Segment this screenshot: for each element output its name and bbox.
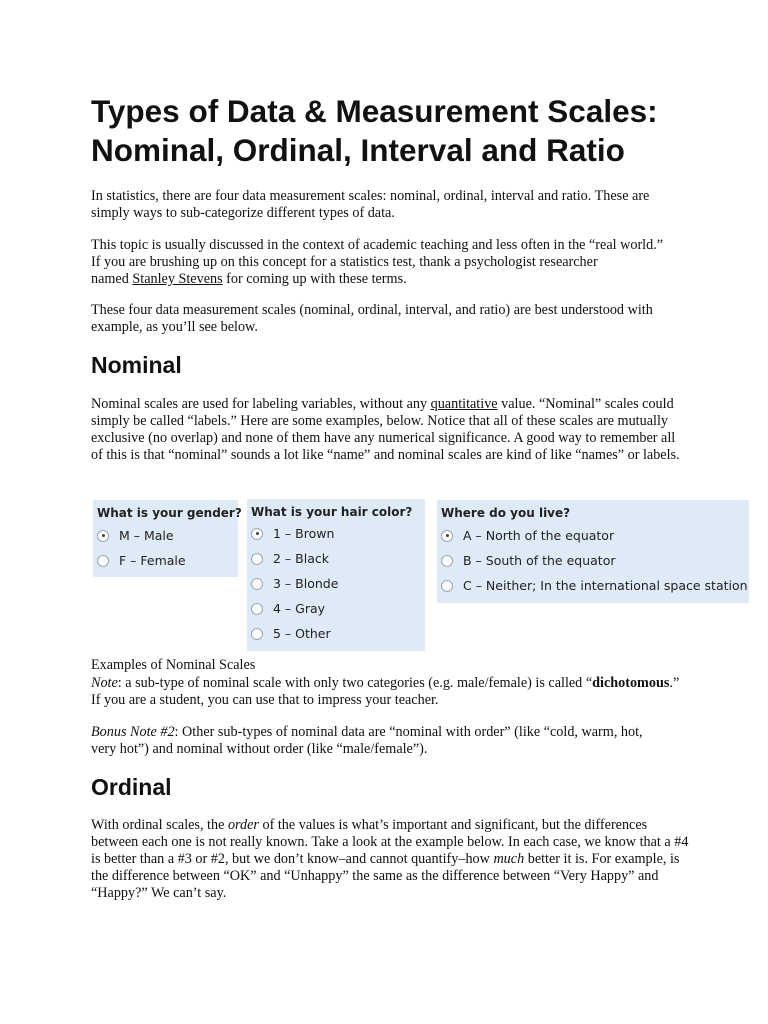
gender-option[interactable] [97,528,174,543]
heading-ordinal: Ordinal [91,774,172,800]
nominal-p-after: value. “Nominal” scales could simply be called “labels.” Here are some examples, below. Notice that all of these scales are mutually exclusive (no overlap) and none of them have any numerical significance. A good way to remember all of this is that “nominal” sounds a lot like “name” and nominal scales are kind of like “names” or labels. [91,396,680,463]
where-live-example [437,500,749,603]
nominal-examples-caption: Examples of Nominal Scales [91,657,256,673]
radio-selected-icon[interactable] [441,530,453,542]
radio-icon[interactable] [251,578,263,590]
hair-option-label: 4 – Gray [273,601,326,616]
note-paragraph [91,675,681,709]
intro-paragraph-2 [91,237,691,288]
ordinal-much: much [493,851,525,867]
ordinal-paragraph [91,817,691,902]
hair-option-label: 3 – Blonde [273,576,339,591]
hair-option[interactable] [251,601,325,616]
radio-icon[interactable] [441,555,453,567]
intro-p2-line1: This topic is usually discussed in the context of academic teaching and less often in the “real world.” [91,237,664,253]
gender-example [93,500,242,577]
radio-icon[interactable] [251,553,263,565]
note-dichotomous: dichotomous [592,675,670,691]
live-option-label: C – Neither; In the international space station [463,578,748,593]
ordinal-p3: better it is. For example, is the difference between “OK” and “Unhappy” the same as the difference between “Very Happy” and “Happy?” We can’t say. [91,851,680,901]
ordinal-p2: of the values is what’s important and significant, but the differences between each one is not really known. Take a look at the example below. In each case, we know that a #4 is better than a #3 or #2, but we don’t know–and cannot quantify–how [91,817,689,867]
note-before: : a sub-type of nominal scale with only two categories (e.g. male/female) is called “ [117,675,593,691]
gender-question: What is your gender? [97,506,242,520]
hair-question: What is your hair color? [251,505,413,519]
gender-option[interactable] [97,553,186,568]
live-option-label: B – South of the equator [463,553,616,568]
ordinal-p1: With ordinal scales, the [91,817,228,833]
hair-option[interactable] [251,626,331,641]
live-option[interactable] [441,578,748,593]
bonus-note-label: Bonus Note #2 [91,724,175,740]
gender-option-label: F – Female [119,553,186,568]
radio-icon[interactable] [97,555,109,567]
ordinal-order: order [227,817,259,833]
radio-selected-icon[interactable] [97,530,109,542]
quantitative-link[interactable]: quantitative [430,396,498,412]
page-title: Types of Data & Measurement Scales: Nominal, Ordinal, Interval and Ratio [91,93,658,168]
intro-paragraph-1: In statistics, there are four data measurement scales: nominal, ordinal, interval and ratio. These are simply ways to sub-categorize different types of data. [91,188,650,221]
bonus-note-paragraph [91,724,666,758]
intro-paragraph-3: These four data measurement scales (nominal, ordinal, interval, and ratio) are best understood with example, as you’ll see below. [91,302,653,335]
note-label: Note [91,675,118,691]
hair-option[interactable] [251,551,329,566]
gender-option-label: M – Male [119,528,174,543]
live-option[interactable] [441,528,614,543]
radio-icon[interactable] [251,628,263,640]
hair-option[interactable] [251,576,338,591]
radio-selected-icon[interactable] [251,528,263,540]
note-after: .” If you are a student, you can use that to impress your teacher. [91,675,680,708]
live-question: Where do you live? [441,506,571,520]
stanley-stevens-link[interactable]: Stanley Stevens [132,271,223,287]
hair-option[interactable] [251,526,334,541]
live-option[interactable] [441,553,615,568]
live-option-label: A – North of the equator [463,528,615,543]
intro-p2-after: for coming up with these terms. [222,271,407,287]
intro-p2-line2: If you are brushing up on this concept for a statistics test, thank a psychologist researcher [91,254,598,270]
heading-nominal: Nominal [91,352,182,378]
hair-option-label: 1 – Brown [273,526,335,541]
hair-option-label: 2 – Black [273,551,329,566]
nominal-p-before: Nominal scales are used for labeling variables, without any [91,396,431,412]
hair-color-example [247,499,425,651]
radio-icon[interactable] [251,603,263,615]
hair-option-label: 5 – Other [273,626,331,641]
radio-icon[interactable] [441,580,453,592]
bonus-note-text: : Other sub-types of nominal data are “nominal with order” (like “cold, warm, hot, very hot”) and nominal without order (like “male/female”). [91,724,643,757]
intro-p2-named: named [91,271,133,287]
nominal-paragraph [91,396,681,464]
